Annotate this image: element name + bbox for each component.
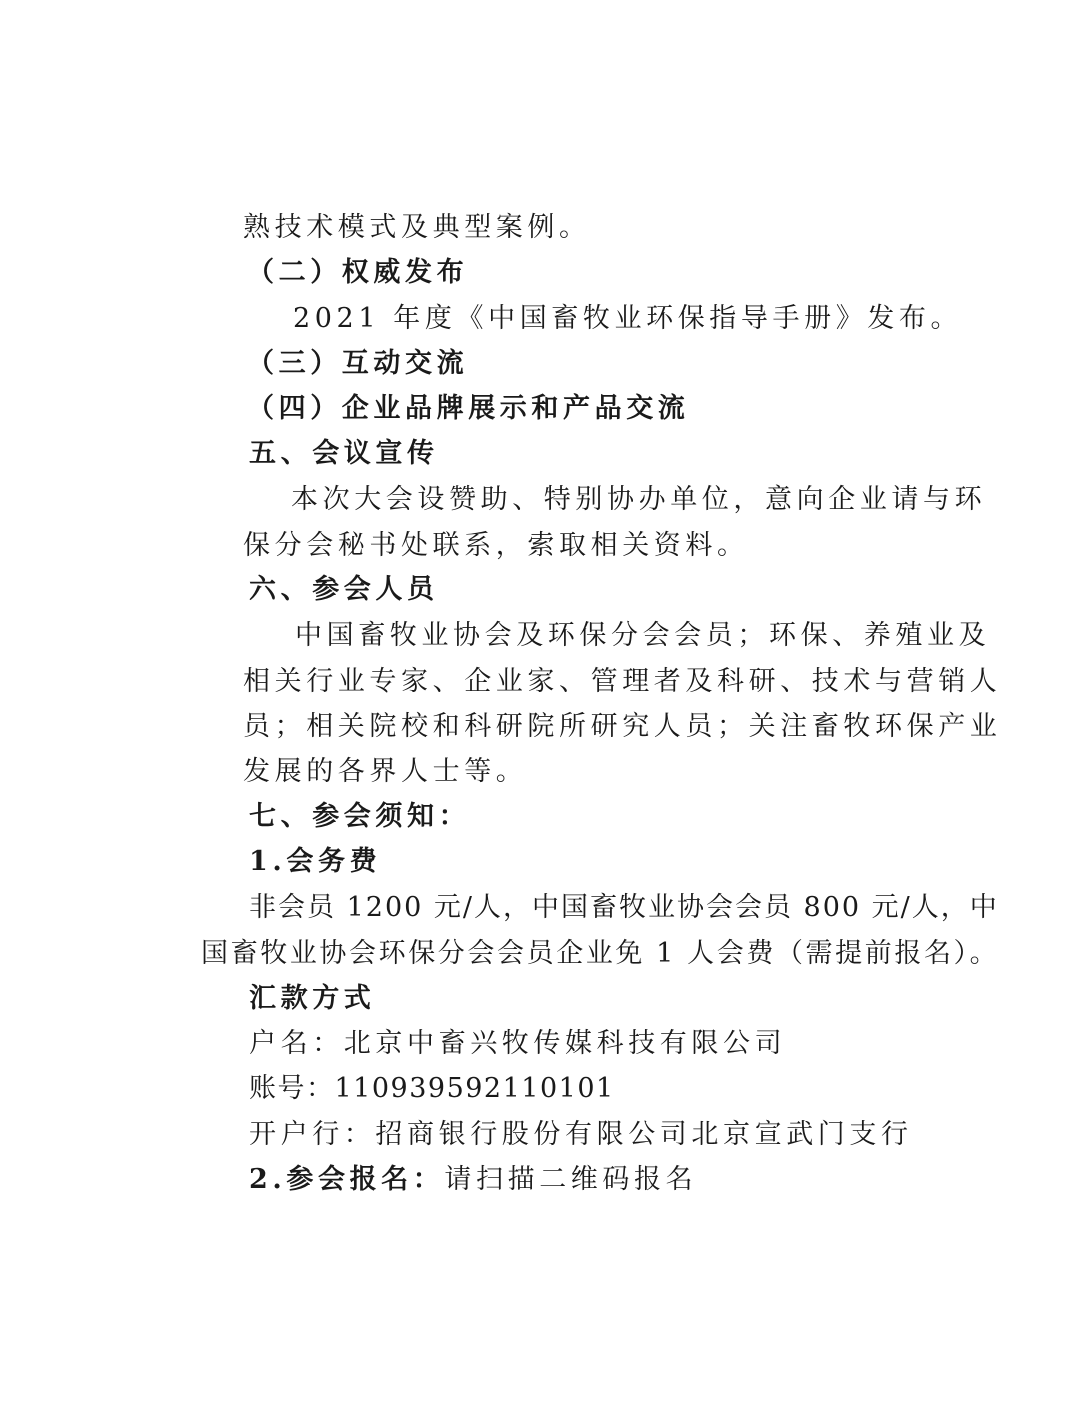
- subheading-authoritative-release: （二）权威发布: [247, 257, 469, 288]
- subheading-remittance: 汇款方式: [249, 983, 376, 1014]
- section-heading-notice: 七、参会须知：: [249, 801, 471, 832]
- text-line-continuation: 熟技术模式及典型案例。: [243, 212, 591, 243]
- text-line-registration: [249, 1163, 697, 1197]
- subheading-interaction: （三）互动交流: [247, 348, 469, 379]
- registration-text: 请扫描二维码报名: [444, 1164, 698, 1195]
- text-line-sponsorship-cont: 保分会秘书处联系，索取相关资料。: [243, 530, 749, 561]
- text-line-sponsorship: 本次大会设赞助、特别协办单位，意向企业请与环: [291, 484, 987, 515]
- text-line-attendees-1: 中国畜牧业协会及环保分会会员；环保、养殖业及: [295, 620, 991, 651]
- section-heading-attendees: 六、参会人员: [249, 574, 439, 605]
- registration-label: 2.参会报名：: [249, 1164, 445, 1195]
- subheading-brand-display: （四）企业品牌展示和产品交流: [247, 393, 690, 424]
- text-line-attendees-4: 发展的各界人士等。: [243, 756, 528, 787]
- text-line-manual-release: 2021 年度《中国畜牧业环保指导手册》发布。: [293, 303, 963, 334]
- text-line-attendees-2: 相关行业专家、企业家、管理者及科研、技术与营销人: [243, 666, 1002, 697]
- text-line-account-number: 账号：110939592110101: [249, 1073, 615, 1104]
- text-line-fee-2: 国畜牧业协会环保分会会员企业免 1 人会费（需提前报名）。: [201, 938, 1000, 969]
- subheading-fee: 1.会务费: [249, 846, 382, 877]
- text-line-fee-1: 非会员 1200 元/人，中国畜牧业协会会员 800 元/人，中: [249, 892, 999, 923]
- text-line-account-name: 户名：北京中畜兴牧传媒科技有限公司: [249, 1028, 787, 1059]
- section-heading-promotion: 五、会议宣传: [249, 438, 439, 469]
- text-line-bank: 开户行：招商银行股份有限公司北京宣武门支行: [249, 1119, 913, 1150]
- text-line-attendees-3: 员；相关院校和科研院所研究人员；关注畜牧环保产业: [243, 711, 1002, 742]
